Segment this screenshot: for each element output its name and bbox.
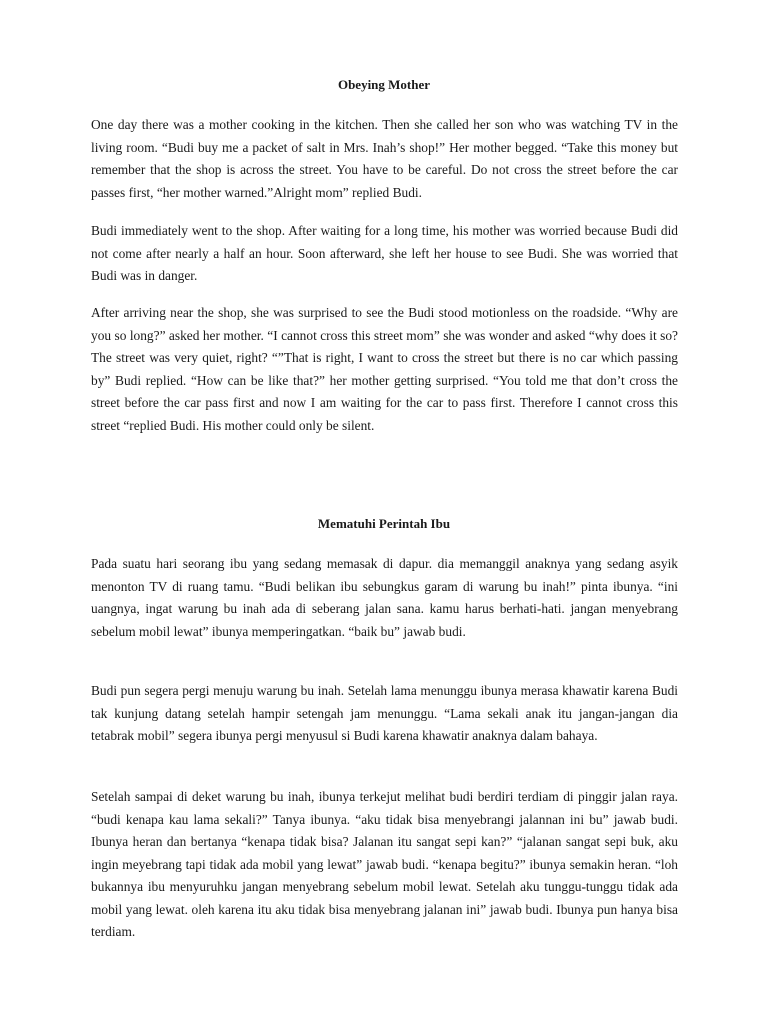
indonesian-paragraph-3: Setelah sampai di deket warung bu inah, ibunya terkejut melihat budi berdiri terdiam di pinggir jalan raya. “budi kenapa kau lama sekali?” Tanya ibunya. “aku tidak bisa menyebrangi jalannan ini bu” jawab budi. Ibunya heran dan bertanya “kenapa tidak bisa? Jalanan itu sangat sepi kan?” “jalanan sangat sepi buk, aku ingin meyebrang tapi tidak ada mobil yang lewat” jawab budi. “kenapa begitu?” ibunya semakin heran. “loh bukannya ibu menyuruhku jangan menyebrang sebelum mobil lewat. Setelah aku tunggu-tunggu tidak ada mobil yang lewat. oleh karena itu aku tidak bisa menyebrang jalanan ini” jawab budi. Ibunya pun hanya bisa terdiam. (91, 789, 678, 939)
indonesian-paragraph-1: Pada suatu hari seorang ibu yang sedang memasak di dapur. dia memanggil anaknya yang sedang asyik menonton TV di ruang tamu. “Budi belikan ibu sebungkus garam di warung bu inah!” pinta ibunya. “ini uangnya, ingat warung bu inah ada di seberang jalan sana. kamu harus berhati-hati. jangan menyebrang sebelum mobil lewat” ibunya memperingatkan. “baik bu” jawab budi. (91, 556, 678, 639)
english-paragraph-1: One day there was a mother cooking in the kitchen. Then she called her son who was watching TV in the living room. “Budi buy me a packet of salt in Mrs. Inah’s shop!” Her mother begged. “Take this money but remember that the shop is across the street. You have to be careful. Do not cross the street before the car passes first, “her mother warned.”Alright mom” replied Budi. (91, 117, 678, 200)
indonesian-story-title: Mematuhi Perintah Ibu (317, 516, 451, 531)
english-paragraph-2: Budi immediately went to the shop. After waiting for a long time, his mother was worried because Budi did not come after nearly a half an hour. Soon afterward, she left her house to see Budi. She was worried that Budi was in danger. (91, 223, 678, 283)
indonesian-paragraph-2: Budi pun segera pergi menuju warung bu inah. Setelah lama menunggu ibunya merasa khawatir karena Budi tak kunjung datang setelah hampir setengah jam menunggu. “Lama sekali anak itu jangan-jangan dia tetabrak mobil” segera ibunya pergi menyusul si Budi karena khawatir anaknya dalam bahaya. (91, 683, 678, 743)
english-story-title: Obeying Mother (337, 77, 431, 92)
english-paragraph-3: After arriving near the shop, she was surprised to see the Budi stood motionless on the roadside. “Why are you so long?” asked her mother. “I cannot cross this street mom” she was wonder and asked “why does it so? The street was very quiet, right? “”That is right, I want to cross the street but there is no car which passing by” Budi replied. “How can be like that?” her mother getting surprised. “You told me that don’t cross the street before the car pass first and now I am waiting for the car to pass first. Therefore I cannot cross this street “replied Budi. His mother could only be silent. (91, 305, 678, 433)
